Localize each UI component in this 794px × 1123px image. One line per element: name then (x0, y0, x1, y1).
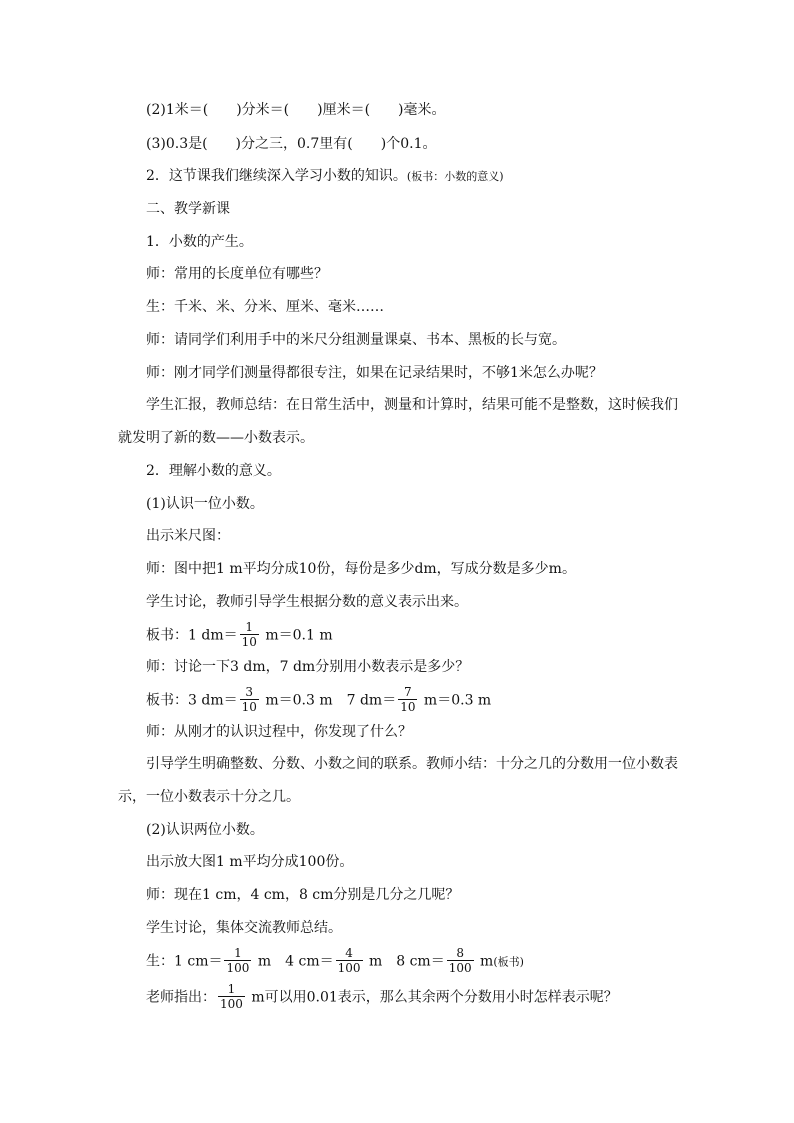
board-note: (板书：小数的意义) (406, 170, 504, 183)
subheading-2-1: (1)认识一位小数。 (146, 496, 264, 512)
teacher-instruction: 师：请同学们利用手中的米尺分组测量课桌、书本、黑板的长与宽。 (146, 332, 566, 348)
subheading-2: 2．理解小数的意义。 (146, 463, 281, 479)
show-ruler: 出示米尺图： (146, 528, 230, 544)
board-equation-1: 板书：1 dm＝ $\frac{1}{10}$ m＝0.1 m (146, 620, 333, 649)
fraction: $\frac{8}{100}$ (448, 946, 472, 975)
exercise-2: (2)1米＝( )分米＝( )厘米＝( )毫米。 (146, 102, 446, 118)
teacher-question-3: 师：图中把1 m平均分成10份，每份是多少dm，写成分数是多少m。 (146, 561, 576, 577)
fraction: $\frac{4}{100}$ (337, 946, 361, 975)
exercise-3: (3)0.3是( )分之三，0.7里有( )个0.1。 (146, 136, 437, 152)
student-equation: 生：1 cm＝ $\frac{1}{100}$ m 4 cm＝ $\frac{4}{100}$ m 8 cm＝ $\frac{8}{100}$ m(板书) (146, 946, 524, 975)
fraction: $\frac{7}{10}$ (400, 685, 416, 714)
subheading-2-2: (2)认识两位小数。 (146, 822, 264, 838)
conclusion-line-2: 示，一位小数表示十分之几。 (118, 789, 300, 805)
board-note: (板书) (493, 955, 524, 969)
teacher-question-5: 师：从刚才的认识过程中，你发现了什么？ (146, 724, 412, 740)
fraction: $\frac{1}{10}$ (241, 620, 257, 649)
teacher-question-4: 师：讨论一下3 dm，7 dm分别用小数表示是多少？ (146, 659, 470, 675)
fraction: $\frac{1}{100}$ (226, 946, 250, 975)
fraction: $\frac{3}{10}$ (241, 685, 257, 714)
teacher-question-1: 师：常用的长度单位有哪些？ (146, 266, 328, 282)
summary-line-2: 就发明了新的数——小数表示。 (118, 430, 314, 446)
show-enlarged: 出示放大图1 m平均分成100份。 (146, 854, 354, 870)
subheading-1: 1．小数的产生。 (146, 234, 253, 250)
discussion-line: 学生讨论，教师引导学生根据分数的意义表示出来。 (146, 594, 468, 610)
student-answer-1: 生：千米、米、分米、厘米、毫米…… (146, 299, 384, 315)
teacher-question-6: 师：现在1 cm，4 cm，8 cm分别是几分之几呢？ (146, 887, 460, 903)
board-equation-2: 板书：3 dm＝ $\frac{3}{10}$ m＝0.3 m 7 dm＝ $\frac{7}{10}$ m＝0.3 m (146, 685, 492, 714)
summary-line-1: 学生汇报，教师总结：在日常生活中，测量和计算时，结果可能不是整数，这时候我们 (146, 397, 678, 413)
discussion-line-2: 学生讨论，集体交流教师总结。 (146, 920, 342, 936)
section-heading: 二、教学新课 (146, 201, 230, 217)
fraction: $\frac{1}{100}$ (220, 982, 243, 1011)
conclusion-line-1: 引导学生明确整数、分数、小数之间的联系。教师小结：十分之几的分数用一位小数表 (146, 756, 678, 772)
teacher-question-2: 师：刚才同学们测量得都很专注，如果在记录结果时，不够1米怎么办呢？ (146, 365, 603, 381)
teacher-point-out: 老师指出： $\frac{1}{100}$ m可以用0.01表示，那么其余两个分数用小时怎样表示呢？ (146, 982, 618, 1011)
intro-line: 2．这节课我们继续深入学习小数的知识。(板书：小数的意义) (146, 168, 504, 184)
